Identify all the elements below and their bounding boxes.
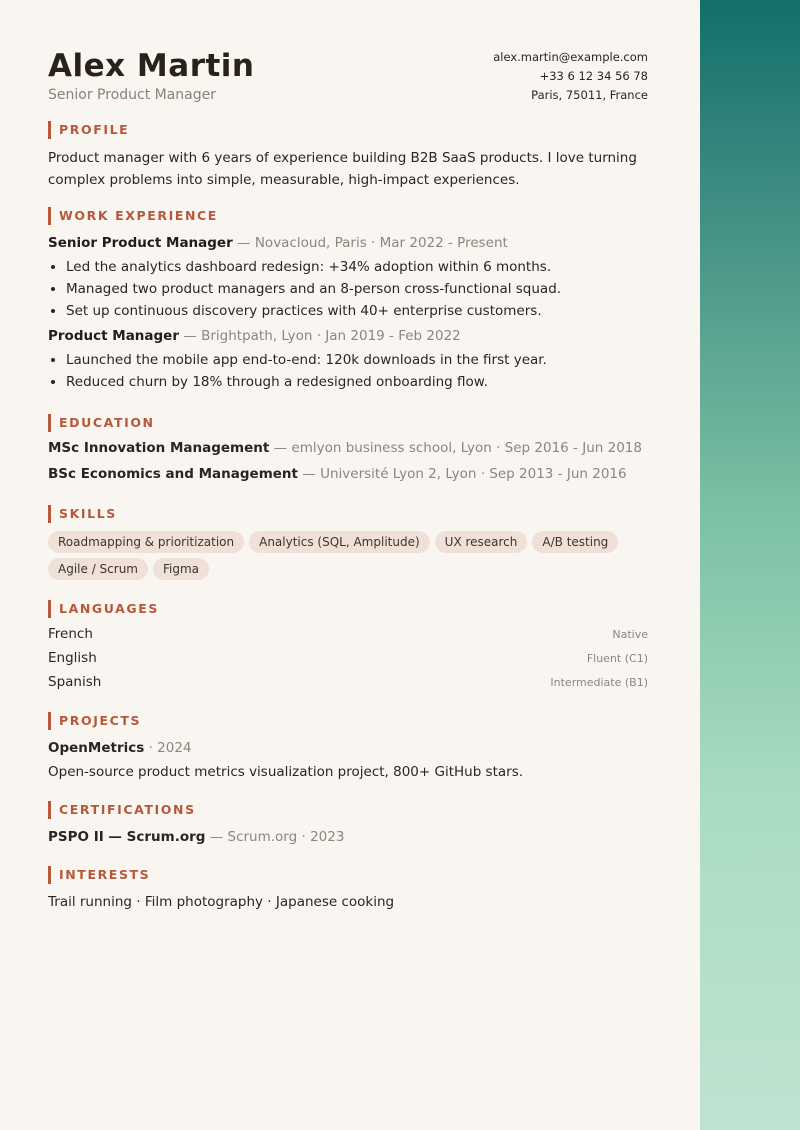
language-row — [48, 626, 648, 650]
skill-chip: UX research — [435, 531, 528, 553]
project-description: Open-source product metrics visualization project, 800+ GitHub stars. — [48, 764, 524, 780]
certification-meta: — Scrum.org · 2023 — [209, 829, 345, 845]
resume-header — [48, 0, 648, 110]
skills-section — [48, 505, 648, 580]
interests-section — [48, 866, 648, 912]
certifications-section — [48, 801, 648, 847]
section-title-projects: PROJECTS — [48, 712, 648, 730]
section-title-interests: INTERESTS — [48, 866, 648, 884]
language-level: Native — [612, 628, 648, 641]
degree-name: MSc Innovation Management — [48, 440, 270, 456]
contact-location: Paris, 75011, France — [531, 88, 648, 102]
decorative-side-band — [700, 0, 800, 1130]
job-bullet: • Led the analytics dashboard redesign: +34% adoption within 6 months. — [66, 256, 648, 278]
resume-page — [48, 0, 648, 910]
job-meta: — Novacloud, Paris · Mar 2022 - Present — [237, 235, 508, 251]
section-title-languages: LANGUAGES — [48, 600, 648, 618]
job-role: Product Manager — [48, 328, 179, 344]
contact-block — [493, 48, 648, 105]
language-level: Intermediate (B1) — [550, 676, 648, 689]
job-bullet: • Managed two product managers and an 8-person cross-functional squad. — [66, 278, 648, 300]
language-row — [48, 674, 648, 698]
skill-chip: A/B testing — [532, 531, 618, 553]
profile-section — [48, 121, 648, 191]
language-name: Spanish — [48, 674, 102, 690]
job-bullet: • Launched the mobile app end-to-end: 120k downloads in the first year. — [66, 349, 648, 371]
language-level: Fluent (C1) — [586, 652, 648, 665]
certification-entry — [48, 827, 648, 847]
project-heading — [48, 738, 648, 758]
section-title-experience: WORK EXPERIENCE — [48, 207, 648, 225]
certification-name: PSPO II — Scrum.org — [48, 829, 206, 845]
job-bullet: • Reduced churn by 18% through a redesigned onboarding flow. — [66, 371, 648, 393]
degree-meta: — Université Lyon 2, Lyon · Sep 2013 - Jun 2016 — [302, 466, 627, 482]
education-entry — [48, 464, 648, 484]
job-entry — [48, 326, 648, 393]
language-row — [48, 650, 648, 674]
projects-section — [48, 712, 648, 782]
education-section — [48, 414, 648, 484]
education-entry — [48, 438, 648, 458]
project-name: OpenMetrics — [48, 740, 145, 756]
skills-chips — [48, 531, 648, 580]
section-title-skills: SKILLS — [48, 505, 648, 523]
skill-chip: Roadmapping & prioritization — [48, 531, 244, 553]
language-name: French — [48, 626, 93, 642]
interests-text: Trail running · Film photography · Japanese cooking — [48, 894, 395, 910]
skill-chip: Figma — [153, 558, 209, 580]
candidate-name: Alex Martin — [48, 48, 255, 84]
candidate-role: Senior Product Manager — [48, 87, 217, 103]
job-bullets — [48, 256, 648, 322]
experience-section — [48, 207, 648, 393]
job-role: Senior Product Manager — [48, 235, 233, 251]
section-title-education: EDUCATION — [48, 414, 648, 432]
job-bullets — [48, 349, 648, 393]
section-title-certifications: CERTIFICATIONS — [48, 801, 648, 819]
contact-phone[interactable]: +33 6 12 34 56 78 — [539, 69, 648, 83]
languages-list — [48, 626, 648, 698]
skill-chip: Analytics (SQL, Amplitude) — [249, 531, 430, 553]
skill-chip: Agile / Scrum — [48, 558, 148, 580]
profile-text: Product manager with 6 years of experience building B2B SaaS products. I love turning complex problems into simple, measurable, high-impact experiences. — [48, 150, 637, 188]
language-name: English — [48, 650, 97, 666]
job-heading — [48, 233, 648, 253]
section-title-profile: PROFILE — [48, 121, 648, 139]
contact-email[interactable]: alex.martin@example.com — [493, 50, 648, 64]
job-heading — [48, 326, 648, 346]
languages-section — [48, 600, 648, 698]
degree-name: BSc Economics and Management — [48, 466, 298, 482]
job-entry — [48, 233, 648, 322]
project-year: · 2024 — [148, 740, 192, 756]
job-meta: — Brightpath, Lyon · Jan 2019 - Feb 2022 — [183, 328, 461, 344]
job-bullet: • Set up continuous discovery practices with 40+ enterprise customers. — [66, 300, 648, 322]
degree-meta: — emlyon business school, Lyon · Sep 2016 - Jun 2018 — [273, 440, 642, 456]
